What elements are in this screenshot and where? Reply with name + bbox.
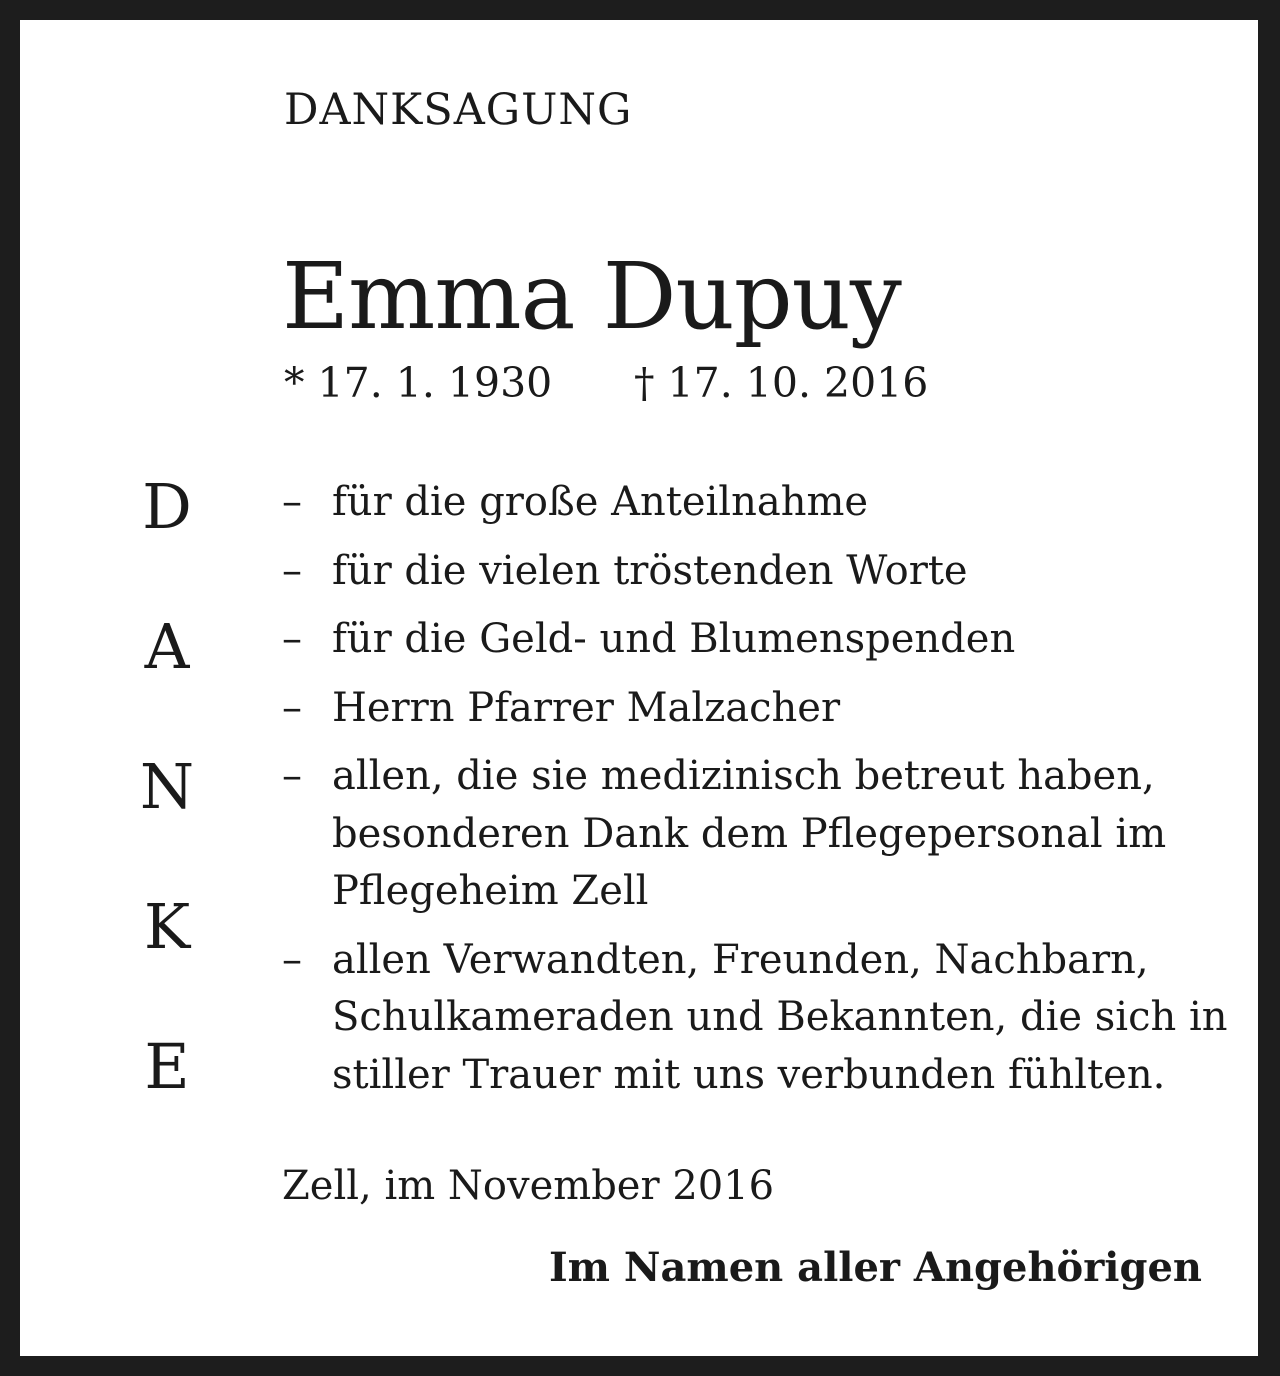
vertical-letter-k: K <box>143 890 191 963</box>
dash-marker: – <box>282 684 302 731</box>
list-item-text: besonderen Dank dem Pflegepersonal im <box>332 810 1167 857</box>
list-item <box>282 680 1212 738</box>
list-item-text: Herrn Pfarrer Malzacher <box>332 684 841 731</box>
list-item <box>282 932 1228 1105</box>
dash-marker: – <box>282 479 302 525</box>
list-item-text: für die vielen tröstenden Worte <box>332 547 968 594</box>
heading: DANKSAGUNG <box>284 85 633 135</box>
list-item-text: allen Verwandten, Freunden, Nachbarn, <box>332 936 1149 983</box>
place-date-line: Zell, im November 2016 <box>282 1163 775 1209</box>
vertical-letter-e: E <box>144 1030 190 1103</box>
vertical-letter-d: D <box>142 470 192 543</box>
dash-marker: – <box>282 616 302 662</box>
dash-marker: – <box>282 936 302 983</box>
obituary-ad <box>20 20 1258 1356</box>
signature-line: Im Namen aller Angehörigen <box>548 1244 1202 1291</box>
deceased-name: Emma Dupuy <box>282 243 901 350</box>
list-item <box>282 748 1212 921</box>
list-item <box>282 611 1212 669</box>
dash-marker: – <box>282 547 302 594</box>
thanks-list <box>282 474 1228 1115</box>
dash-marker: – <box>282 753 302 799</box>
list-item-text: für die Geld- und Blumenspenden <box>332 616 1016 662</box>
list-item-text: stiller Trauer mit uns verbunden fühlten. <box>332 1051 1166 1098</box>
vertical-letter-a: A <box>144 610 190 683</box>
list-item-text: für die große Anteilnahme <box>332 479 869 525</box>
vertical-letter-n: N <box>139 750 195 823</box>
list-item-text: allen, die sie medizinisch betreut haben, <box>332 753 1155 799</box>
list-item <box>282 543 1212 601</box>
list-item-text: Pflegeheim Zell <box>332 868 649 914</box>
birth-date: * 17. 1. 1930 <box>284 359 553 407</box>
death-date: † 17. 10. 2016 <box>634 359 929 407</box>
list-item-text: Schulkameraden und Bekannten, die sich in <box>332 994 1228 1040</box>
list-item <box>282 474 1212 532</box>
